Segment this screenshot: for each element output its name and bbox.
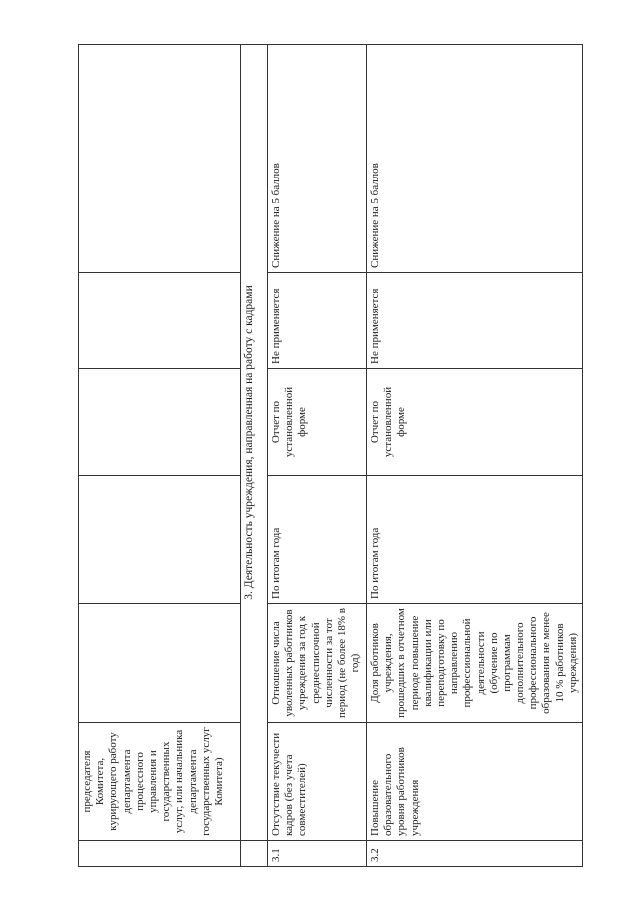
criteria-table [78,44,583,867]
table-row [268,45,367,867]
form-cell: Отчет по установленной форме [268,369,367,476]
criterion-cell: Повышение образовательного уровня работников учреждения [367,723,583,841]
row-number-cell: 3.1 [268,841,367,867]
period-cell [79,476,241,604]
section-row [241,45,268,867]
threshold-cell [79,273,241,369]
form-cell: Отчет по установленной форме [367,369,583,476]
threshold-cell: Не применяется [268,273,367,369]
threshold-cell: Не применяется [367,273,583,369]
criterion-cell: председателя Комитета, курирующего работу департамента процессного управления и государственных услуг, или начальника департамента государственных услуг Комитета) [79,723,241,841]
result-cell: Снижение на 5 баллов [367,45,583,273]
indicator-cell [79,604,241,723]
period-cell: По итогам года [268,476,367,604]
criterion-cell: Отсутствие текучести кадров (без учета совместителей) [268,723,367,841]
row-number-cell [79,841,241,867]
table-row [79,45,241,867]
form-cell [79,369,241,476]
rotated-page [78,45,579,867]
result-cell [79,45,241,273]
indicator-cell: Доля работников учреждения, прошедших в отчетном периоде повышение квалификации или переподготовку по направлению профессиональной деятельности (обучение по программам дополнительного профессионального образования не менее 10 % работников учреждения) [367,604,583,723]
table-row [367,45,583,867]
result-cell: Снижение на 5 баллов [268,45,367,273]
period-cell: По итогам года [367,476,583,604]
indicator-cell: Отношение числа уволенных работников учреждения за год к среднесписочной численности за тот период (не более 18% в год) [268,604,367,723]
row-number-cell: 3.2 [367,841,583,867]
section-title: 3. Деятельность учреждения, направленная на работу с кадрами [241,45,268,841]
